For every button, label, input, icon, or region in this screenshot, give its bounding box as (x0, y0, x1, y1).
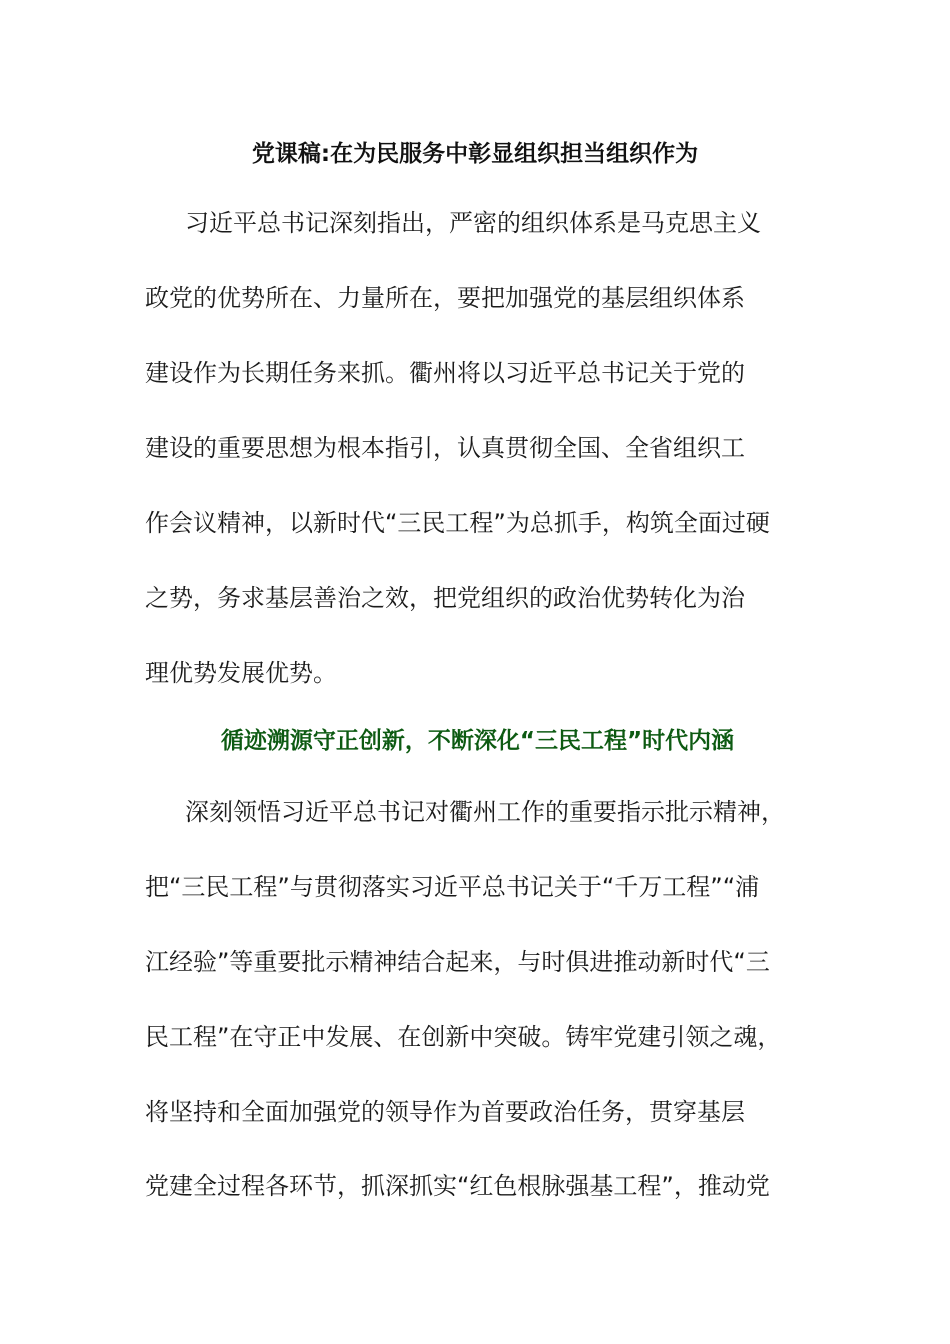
paragraph-line: 之势，务求基层善治之效，把党组织的政治优势转化为治 (145, 584, 745, 612)
paragraph-line: 江经验”等重要批示精神结合起来，与时俱进推动新时代“三 (145, 948, 770, 976)
paragraph-line: 建设的重要思想为根本指引，认真贯彻全国、全省组织工 (145, 434, 745, 462)
paragraph-line: 把“三民工程”与贯彻落实习近平总书记关于“千万工程”“浦 (145, 873, 760, 901)
document-title: 党课稿:在为民服务中彰显组织担当组织作为 (251, 141, 699, 167)
paragraph-line: 深刻领悟习近平总书记对衢州工作的重要指示批示精神， (185, 798, 785, 826)
paragraph-line: 党建全过程各环节，抓深抓实“红色根脉强基工程”，推动党 (145, 1172, 770, 1200)
section-heading: 循迹溯源守正创新，不断深化“三民工程”时代内涵 (220, 728, 735, 754)
paragraph-line: 理优势发展优势。 (145, 659, 337, 687)
paragraph-line: 民工程”在守正中发展、在创新中突破。铸牢党建引领之魂， (145, 1023, 782, 1051)
paragraph-line: 将坚持和全面加强党的领导作为首要政治任务，贯穿基层 (145, 1098, 745, 1126)
paragraph-line: 建设作为长期任务来抓。衢州将以习近平总书记关于党的 (145, 359, 745, 387)
paragraph-line: 作会议精神，以新时代“三民工程”为总抓手，构筑全面过硬 (145, 509, 770, 537)
paragraph-line: 政党的优势所在、力量所在，要把加强党的基层组织体系 (145, 284, 745, 312)
paragraph-line: 习近平总书记深刻指出，严密的组织体系是马克思主义 (185, 209, 761, 237)
